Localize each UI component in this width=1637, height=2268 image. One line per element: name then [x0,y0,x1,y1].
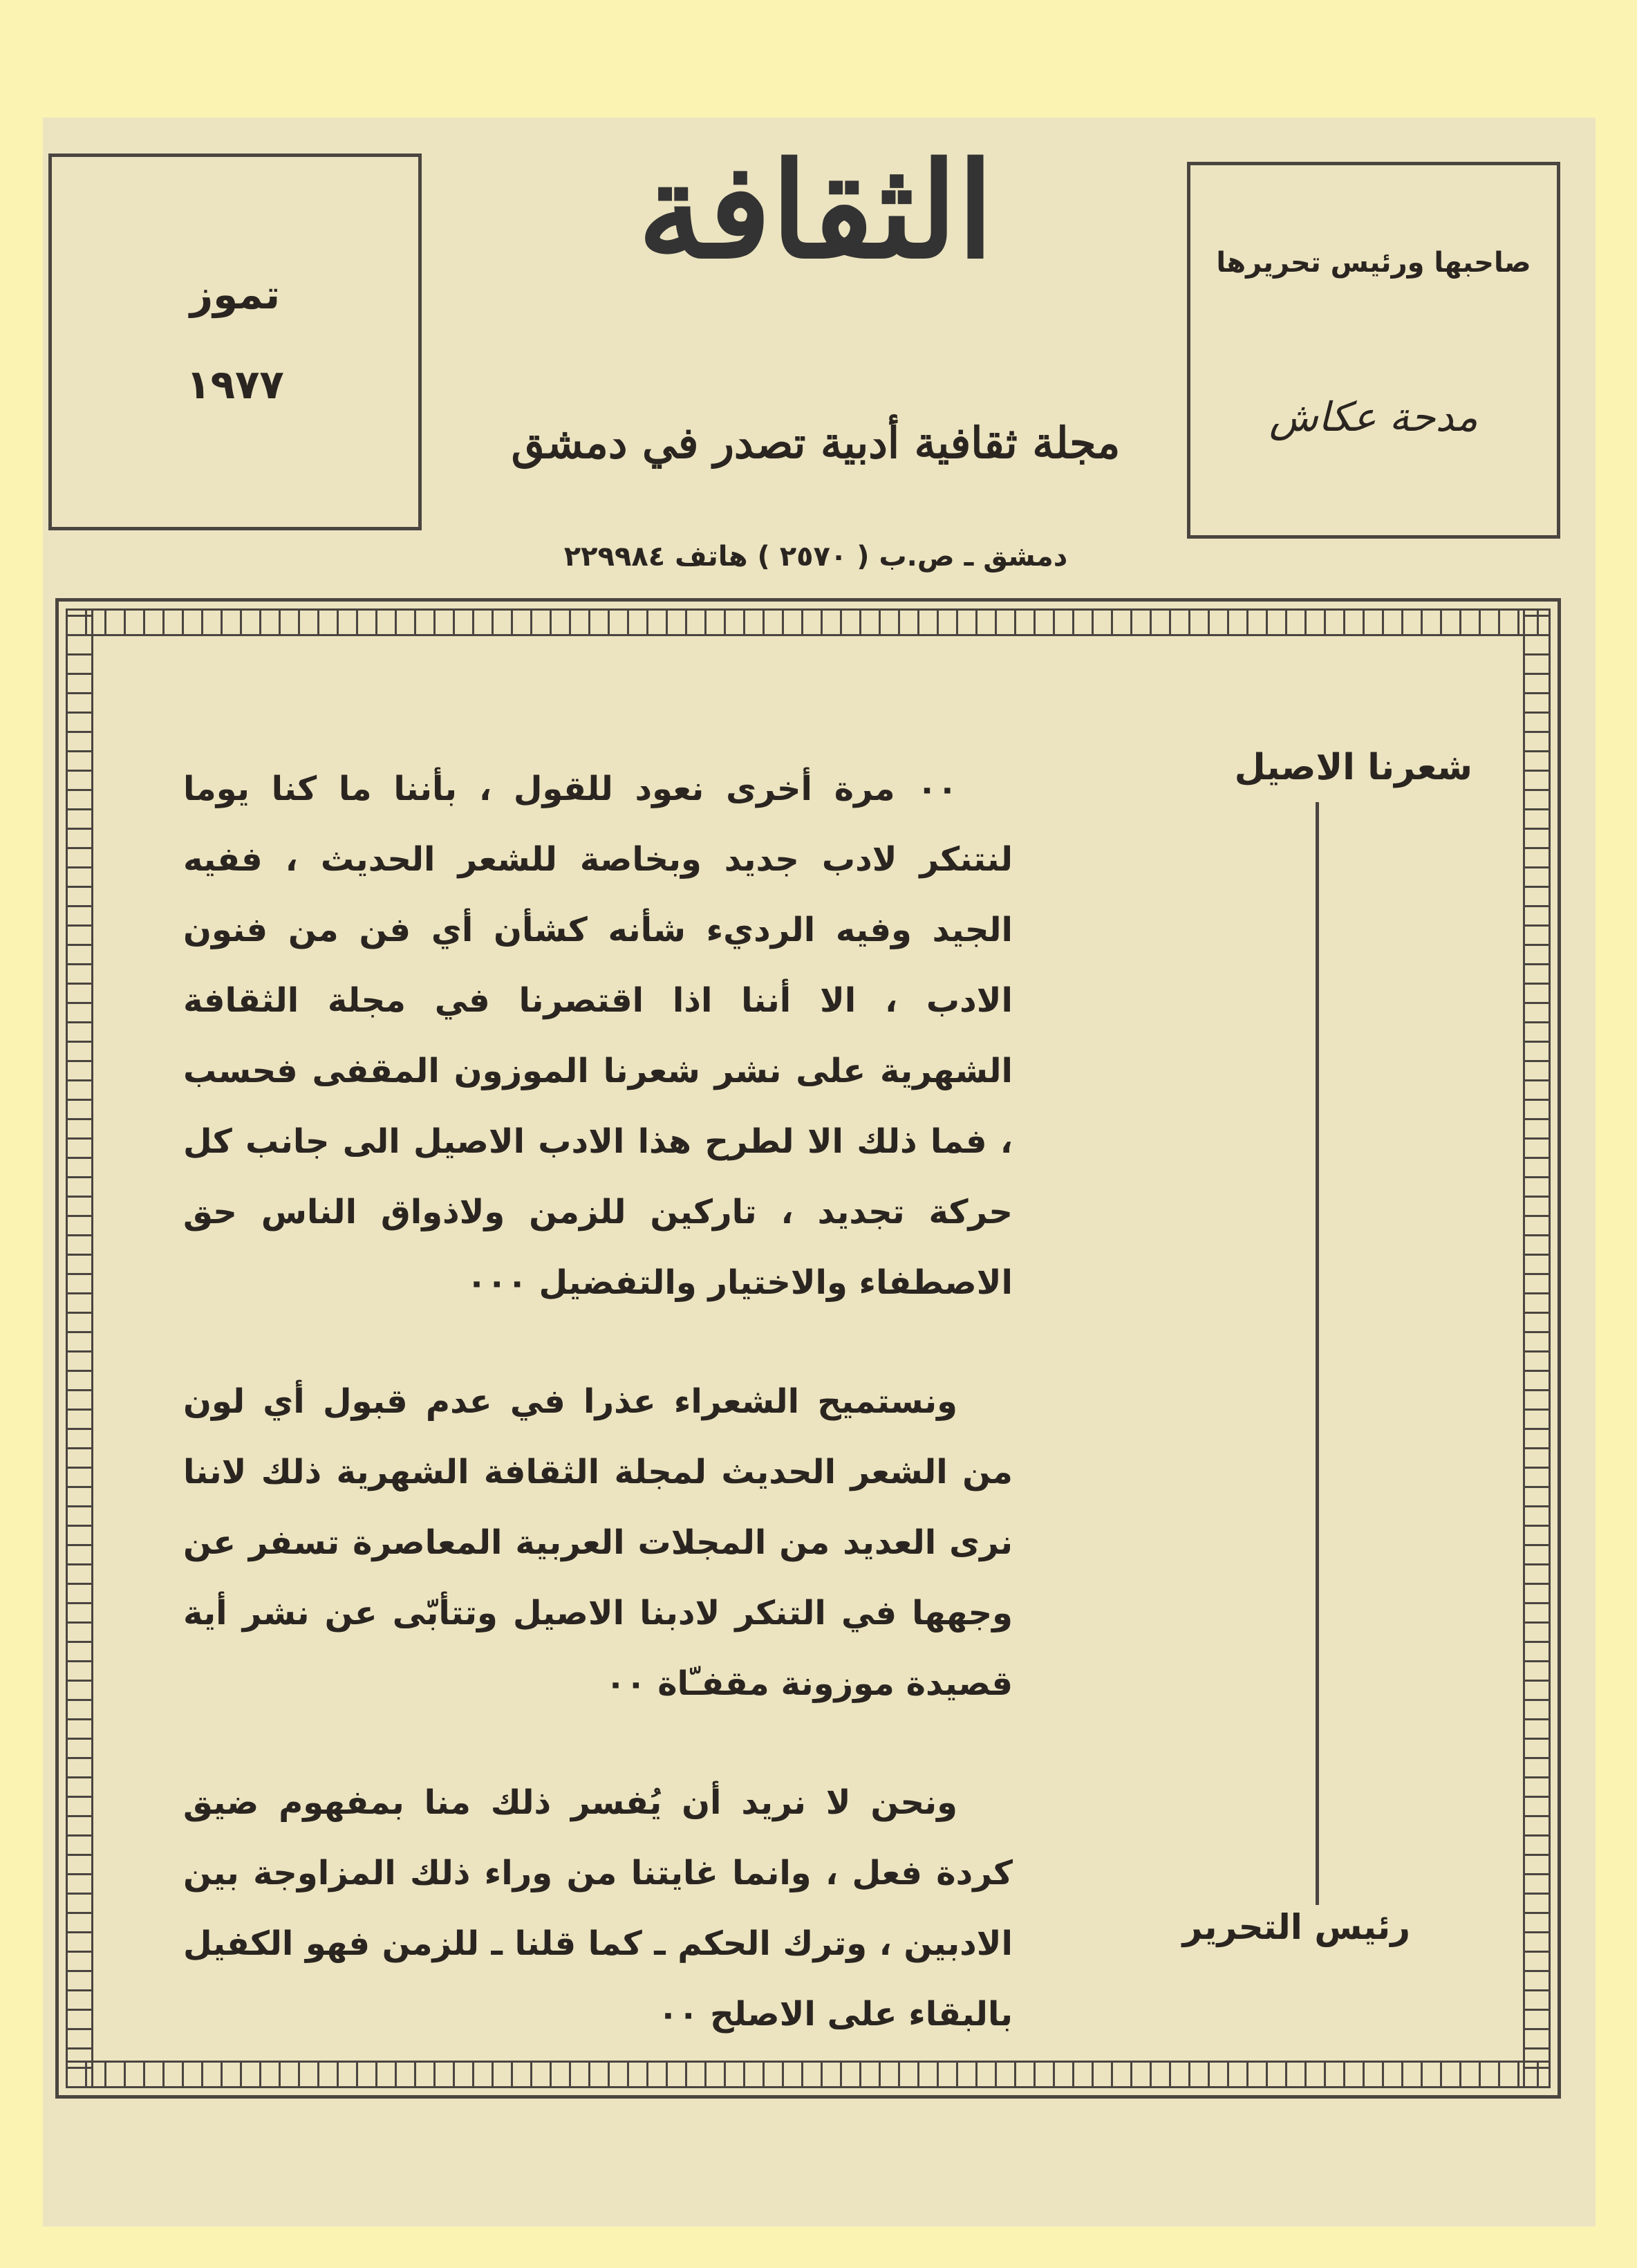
magazine-subtitle: مجلة ثقافية أدبية تصدر في دمشق [511,418,1121,468]
editorial-paragraph: ونحن لا نريد أن يُفسر ذلك منا بمفهوم ضيق كردة فعل ، وانما غايتنا من وراء ذلك المزاوجة بين الادبين ، وترك الحكم ـ كما قلنا ـ للزمن فهو الكفيل بالبقاء على الاصلح ٠٠ [183,1783,1013,2034]
frame-border-right [1523,608,1551,2088]
column-title: شعرنا الاصيل [1234,747,1472,788]
editor-role: صاحبها ورئيس تحريرها [1216,247,1531,279]
editor-signature: مدحة عكاش [1269,393,1478,440]
frame-border-left [66,608,93,2088]
editor-box [1187,162,1560,539]
contact-address: دمشق ـ ص.ب ( ٢٥٧٠ ) هاتف ٢٢٩٩٨٤ [563,541,1068,573]
issue-date-box [48,154,422,530]
column-divider [1316,802,1319,1905]
editor-in-chief-signature: رئيس التحرير [1182,1907,1410,1947]
editorial-body [183,754,1013,2098]
frame-border-top [66,608,1551,636]
editorial-paragraph: ٠٠ مرة أخرى نعود للقول ، بأننا ما كنا يوما لنتنكر لادب جديد وبخاصة للشعر الحديث ، ففيه الجيد وفيه الرديء شأنه كشأن أي فن من فنون الادب ، الا أننا اذا اقتصرنا في مجلة الثقافة الشهرية على نشر شعرنا الموزون المقفى فحسب ، فما ذلك الا لطرح هذا الادب الاصيل الى جانب كل حركة تجديد ، تاركين للزمن ولاذواق الناس حق الاصطفاء والاختيار والتفضيل ٠٠٠ [183,770,1013,1302]
issue-year: ١٩٧٧ [186,361,284,408]
issue-month: تموز [189,271,281,318]
editorial-paragraph: ونستميح الشعراء عذرا في عدم قبول أي لون من الشعر الحديث لمجلة الثقافة الشهرية ذلك لاننا نرى العديد من المجلات العربية المعاصرة تسفر عن وجهها في التنكر لادبنا الاصيل وتتأبّى عن نشر أية قصيدة موزونة مقفـّاة ٠٠ [183,1382,1013,1703]
magazine-title: الثقافة [637,133,994,288]
